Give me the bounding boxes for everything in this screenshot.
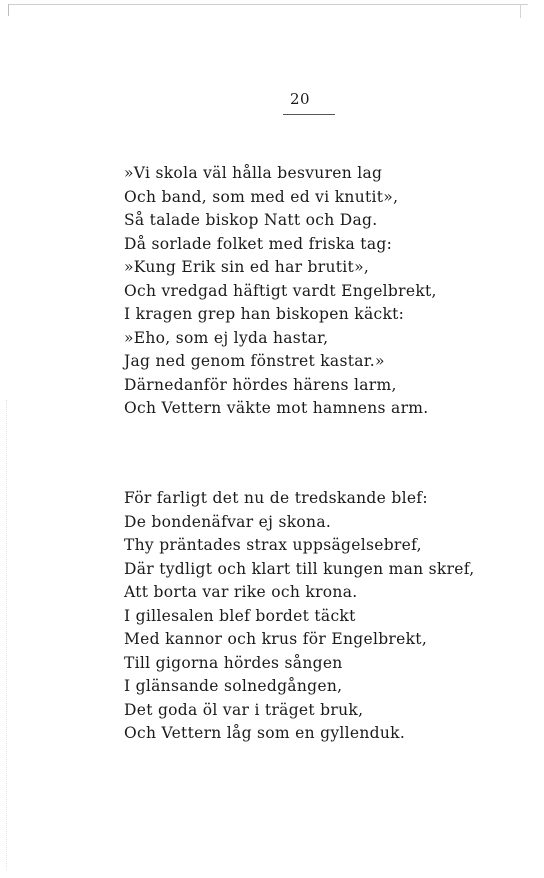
- verse-line: Det goda öl var i träget bruk,: [124, 700, 364, 719]
- verse-line: Thy präntades strax uppsägelsebref,: [124, 536, 422, 554]
- stanza-2: [124, 487, 474, 746]
- verse-line: Och Vettern väkte mot hamnens arm.: [124, 399, 429, 417]
- verse-line: Och band, som med ed vi knutit»,: [124, 187, 399, 206]
- verse-line: Med kannor och krus för Engelbrekt,: [124, 630, 428, 648]
- verse-line: Att borta var rike och krona.: [124, 583, 358, 601]
- verse-line: I gillesalen blef bordet täckt: [124, 606, 356, 625]
- stanza-1: [124, 162, 437, 421]
- verse-line: I glänsande solnedgången,: [124, 677, 343, 695]
- verse-line: Där tydligt och klart till kungen man skref,: [124, 559, 475, 578]
- verse-line: Till gigorna hördes sången: [124, 653, 343, 672]
- verse-line: »Kung Erik sin ed har brutit»,: [124, 258, 370, 276]
- verse-line: I kragen grep han biskopen käckt:: [124, 305, 405, 323]
- verse-line: »Vi skola väl hålla besvuren lag: [124, 164, 383, 182]
- page-number-rule: [283, 114, 335, 115]
- verse-line: Därnedanför hördes härens larm,: [124, 375, 397, 394]
- verse-line: »Eho, som ej lyda hastar,: [124, 328, 329, 347]
- scan-edge-tick-right: [520, 4, 521, 18]
- verse-line: Så talade biskop Natt och Dag.: [124, 211, 378, 229]
- verse-line: Och Vettern låg som en gyllenduk.: [124, 724, 406, 742]
- verse-line: De bondenäfvar ej skona.: [124, 512, 332, 531]
- verse-line: Och vredgad häftigt vardt Engelbrekt,: [124, 281, 437, 300]
- scan-edge-tick-left: [8, 4, 9, 16]
- scan-edge-left: [6, 400, 7, 870]
- verse-line: Då sorlade folket med friska tag:: [124, 234, 393, 253]
- verse-line: Jag ned genom fönstret kastar.»: [124, 352, 385, 370]
- scan-edge-top: [8, 4, 528, 5]
- verse-line: För farligt det nu de tredskande blef:: [124, 489, 428, 507]
- page-number: 20: [289, 90, 311, 108]
